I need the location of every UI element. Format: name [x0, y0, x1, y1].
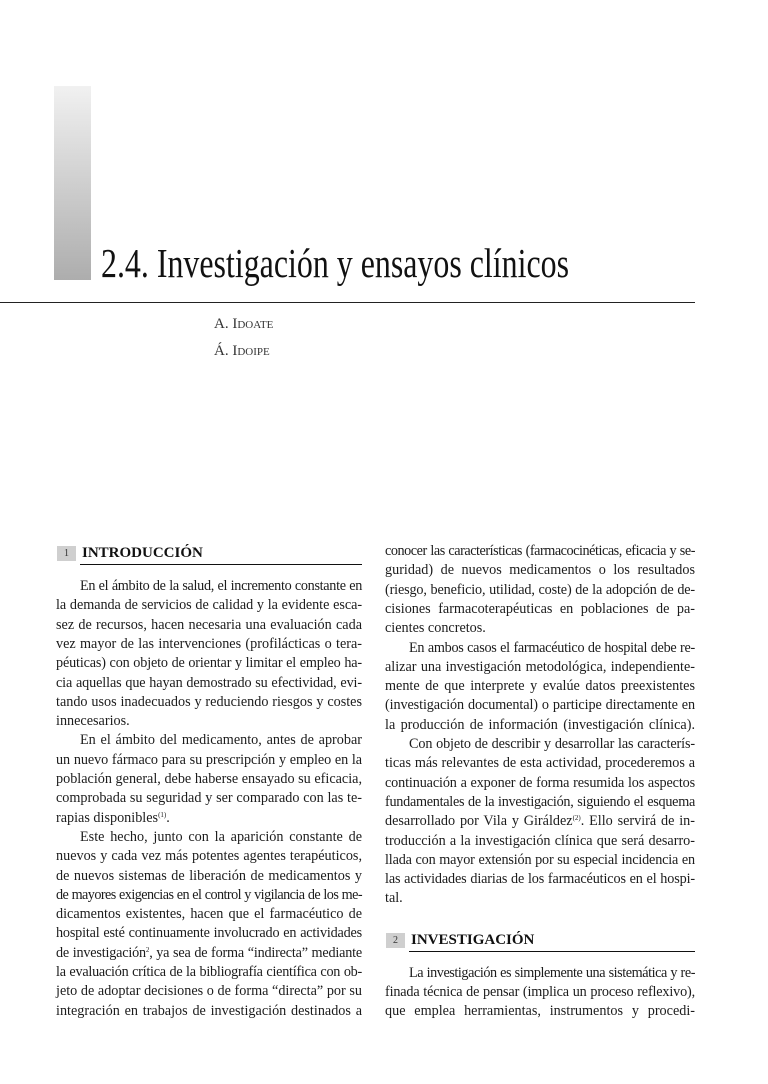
- line-text: En ambos casos el farmacéutico de hospital debe re-: [409, 639, 695, 656]
- line-text: cia aquellas que hayan demostrado su efectividad, evi-: [56, 674, 362, 691]
- body-text-line: [385, 639, 695, 658]
- line-text: continuación a exponer de forma resumida los aspectos: [385, 774, 695, 791]
- line-text: la producción de información (investigación clínica).: [385, 716, 695, 733]
- chapter-title: 2.4. Investigación y ensayos clínicos: [101, 240, 569, 286]
- line-text: La investigación es simplemente una sistemática y re-: [409, 964, 695, 981]
- body-text-line: [56, 809, 362, 828]
- line-text: las actividades diarias de los farmacéuticos en el hospi-: [385, 871, 695, 888]
- line-text: de nuevos sistemas de liberación de medicamentos y: [56, 867, 362, 884]
- body-text-line: [56, 596, 362, 615]
- body-text-line: [385, 812, 695, 831]
- line-text: la demanda de servicios de calidad y la evidente esca-: [56, 597, 362, 614]
- body-text-line: [385, 964, 695, 983]
- body-text-line: [385, 1002, 695, 1021]
- body-text-line: [385, 889, 695, 908]
- body-text-line: [385, 832, 695, 851]
- body-text-line: [385, 542, 695, 561]
- line-text: jeto de adoptar decisiones o de forma “directa” por su: [56, 983, 362, 1000]
- line-text: guridad) de nuevos medicamentos o los resultados: [385, 562, 695, 579]
- body-text-line: [385, 581, 695, 600]
- section-heading: [56, 543, 362, 563]
- reference-superscript: 2: [145, 945, 150, 954]
- line-text: mente de que interprete y evalúe datos preexistentes: [385, 678, 695, 695]
- line-text: conocer las características (farmacocinéticas, eficacia y se-: [385, 543, 695, 559]
- line-text: integración en trabajos de investigación destinados a: [56, 1002, 362, 1019]
- body-text-line: [385, 754, 695, 773]
- line-text: dicamentos existentes, hacen que el farmacéutico de: [56, 906, 362, 923]
- body-text-line: [56, 828, 362, 847]
- line-text: que emplea herramientas, instrumentos y procedi-: [385, 1003, 695, 1020]
- body-text-line: [385, 561, 695, 580]
- line-text: llada con mayor extensión por su especial incidencia en: [385, 851, 695, 868]
- line-text: de investigación: [56, 944, 146, 961]
- line-text: fundamentales de la investigación, siguiendo el esquema: [385, 793, 695, 810]
- body-text-line: [56, 616, 362, 635]
- body-text-line: [385, 600, 695, 619]
- line-text: de mayores exigencias en el control y vigilancia de los me-: [56, 886, 362, 903]
- reference-superscript: (1): [158, 810, 167, 819]
- author-2: Á. Idoipe: [214, 343, 270, 359]
- body-text-line: [56, 905, 362, 924]
- title-rule: [0, 302, 695, 303]
- line-text: (investigación documental) o participe directamente en: [385, 697, 695, 714]
- body-text-line: [56, 674, 362, 693]
- body-text-line: [385, 851, 695, 870]
- line-text: desarrollado por Vila y Giráldez: [385, 813, 573, 830]
- body-text-line: [385, 870, 695, 889]
- body-text-line: [385, 677, 695, 696]
- section-heading-rule: [80, 564, 362, 565]
- line-text: troducción a la investigación clínica que será desarro-: [385, 832, 695, 849]
- line-text: hospital esté continuamente involucrado en actividades: [56, 925, 362, 942]
- section-heading: [385, 930, 695, 950]
- body-text-line: [385, 983, 695, 1002]
- body-text-line: [56, 1002, 362, 1021]
- line-text: alizar una investigación metodológica, independiente-: [385, 658, 695, 675]
- body-text-line: [56, 712, 362, 731]
- body-text-line: [56, 635, 362, 654]
- body-text-line: [56, 693, 362, 712]
- line-text: población general, debe haberse ensayado su eficacia,: [56, 771, 362, 787]
- section-number-badge: 1: [57, 546, 76, 561]
- section-heading-text: INTRODUCCIÓN: [82, 545, 203, 561]
- body-text-line: [385, 658, 695, 677]
- body-text-line: [56, 731, 362, 750]
- body-text-line: [56, 963, 362, 982]
- line-text: vez mayor de las intervenciones (profilácticas o tera-: [56, 635, 362, 652]
- line-text: un nuevo fármaco para su prescripción y empleo en la: [56, 751, 362, 768]
- line-text: sez de recursos, hacen necesaria una evaluación cada: [56, 616, 362, 633]
- line-text: finada técnica de pensar (implica un proceso reflexivo),: [385, 983, 695, 1000]
- body-text-line: [385, 619, 695, 638]
- line-text: Con objeto de describir y desarrollar las caracterís-: [409, 736, 695, 752]
- section-heading-rule: [409, 951, 695, 952]
- section-number-badge: 2: [386, 933, 405, 948]
- line-text: innecesarios.: [56, 713, 130, 730]
- line-text-continued: .: [166, 809, 170, 826]
- line-text: En el ámbito del medicamento, antes de aprobar: [80, 732, 362, 749]
- line-text: comprobada su seguridad y ser comparado con las te-: [56, 790, 362, 807]
- body-text-line: [385, 716, 695, 735]
- line-text: cientes concretos.: [385, 620, 486, 637]
- body-text-line: [56, 654, 362, 673]
- line-text: Este hecho, junto con la aparición constante de: [80, 828, 362, 845]
- line-text: nuevos y cada vez más potentes agentes terapéuticos,: [56, 848, 362, 865]
- line-text: cisiones farmacoterapéuticas en poblaciones de pa-: [385, 600, 695, 617]
- body-text-line: [56, 789, 362, 808]
- body-text-line: [56, 770, 362, 789]
- body-text-line: [56, 577, 362, 596]
- line-text: tal.: [385, 890, 403, 907]
- author-1: A. Idoate: [214, 316, 274, 332]
- line-text-continued: , ya sea de forma “indirecta” mediante: [149, 944, 362, 961]
- reference-superscript: (2): [572, 814, 581, 823]
- section-heading-text: INVESTIGACIÓN: [411, 932, 535, 948]
- line-text: ticas más relevantes de esta actividad, procederemos a: [385, 755, 695, 772]
- line-text-continued: . Ello servirá de in-: [580, 813, 695, 830]
- chapter-decorative-bar: [54, 86, 91, 280]
- body-text-line: [56, 886, 362, 905]
- body-text-line: [56, 944, 362, 963]
- body-text-line: [385, 696, 695, 715]
- line-text: la evaluación crítica de la bibliografía científica con ob-: [56, 964, 362, 980]
- body-text-line: [56, 982, 362, 1001]
- body-text-line: [56, 924, 362, 943]
- body-text-line: [385, 774, 695, 793]
- line-text: péuticas) con objeto de orientar y limitar el empleo ha-: [56, 655, 362, 672]
- body-text-line: [56, 867, 362, 886]
- line-text: (riesgo, beneficio, utilidad, coste) de la adopción de de-: [385, 581, 695, 598]
- body-text-line: [385, 735, 695, 754]
- body-text-line: [56, 751, 362, 770]
- line-text: En el ámbito de la salud, el incremento constante en: [80, 578, 362, 594]
- line-text: rapias disponibles: [56, 809, 159, 826]
- line-text: tando usos inadecuados y reduciendo riesgos y costes: [56, 693, 362, 710]
- body-text-line: [385, 793, 695, 812]
- body-text-line: [56, 847, 362, 866]
